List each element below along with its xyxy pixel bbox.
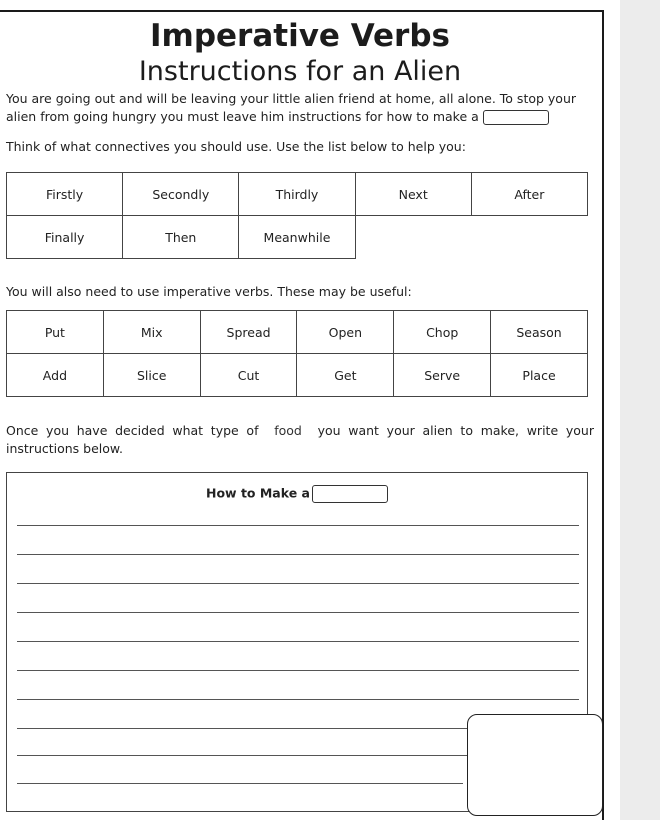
- viewer-background: [620, 0, 660, 820]
- verb-cell: Serve: [394, 354, 491, 397]
- how-to-heading: [7, 485, 587, 503]
- writing-line[interactable]: [17, 525, 579, 526]
- page-title: Imperative Verbs: [150, 18, 450, 54]
- verb-cell: Cut: [200, 354, 297, 397]
- verb-cell: Slice: [103, 354, 200, 397]
- writing-line[interactable]: [17, 670, 579, 671]
- food-blank-input[interactable]: [483, 110, 549, 125]
- connectives-prompt: Think of what connectives you should use. Use the list below to help you:: [6, 139, 466, 154]
- how-to-blank-input[interactable]: [312, 485, 388, 503]
- page-subtitle: Instructions for an Alien: [138, 56, 462, 87]
- connective-cell: Secondly: [123, 173, 239, 216]
- connectives-table: [6, 172, 588, 259]
- connective-cell: Firstly: [7, 173, 123, 216]
- connective-cell: Finally: [7, 216, 123, 259]
- writing-line[interactable]: [17, 641, 579, 642]
- intro-text: You are going out and will be leaving your little alien friend at home, all alone. To stop your alien from going hungry you must leave him instructions for how to make a: [6, 91, 577, 124]
- food-prompt-after: you want your alien to make, write your instructions below.: [6, 423, 594, 456]
- writing-line[interactable]: [17, 554, 579, 555]
- verb-cell: Season: [491, 311, 588, 354]
- food-word-field[interactable]: food: [274, 423, 302, 438]
- verb-cell: Get: [297, 354, 394, 397]
- verb-cell: Spread: [200, 311, 297, 354]
- overlay-rounded-box: [467, 714, 603, 816]
- connective-cell: Then: [123, 216, 239, 259]
- verbs-table: [6, 310, 588, 397]
- writing-line[interactable]: [17, 699, 579, 700]
- connective-cell: Meanwhile: [239, 216, 355, 259]
- verb-cell: Open: [297, 311, 394, 354]
- verb-cell: Add: [7, 354, 104, 397]
- empty-cell: [355, 216, 471, 259]
- writing-line[interactable]: [17, 583, 579, 584]
- food-prompt-paragraph: [6, 422, 594, 458]
- intro-paragraph: [6, 90, 594, 126]
- connective-cell: Thirdly: [239, 173, 355, 216]
- connective-cell: Next: [355, 173, 471, 216]
- verb-cell: Put: [7, 311, 104, 354]
- writing-line[interactable]: [17, 612, 579, 613]
- how-to-title-text: How to Make a: [206, 485, 310, 501]
- verb-cell: Chop: [394, 311, 491, 354]
- verb-cell: Mix: [103, 311, 200, 354]
- writing-line[interactable]: [17, 783, 463, 784]
- empty-cell: [471, 216, 587, 259]
- verbs-prompt: You will also need to use imperative verbs. These may be useful:: [6, 284, 412, 299]
- connective-cell: After: [471, 173, 587, 216]
- verb-cell: Place: [491, 354, 588, 397]
- food-prompt-before: Once you have decided what type of: [6, 423, 259, 438]
